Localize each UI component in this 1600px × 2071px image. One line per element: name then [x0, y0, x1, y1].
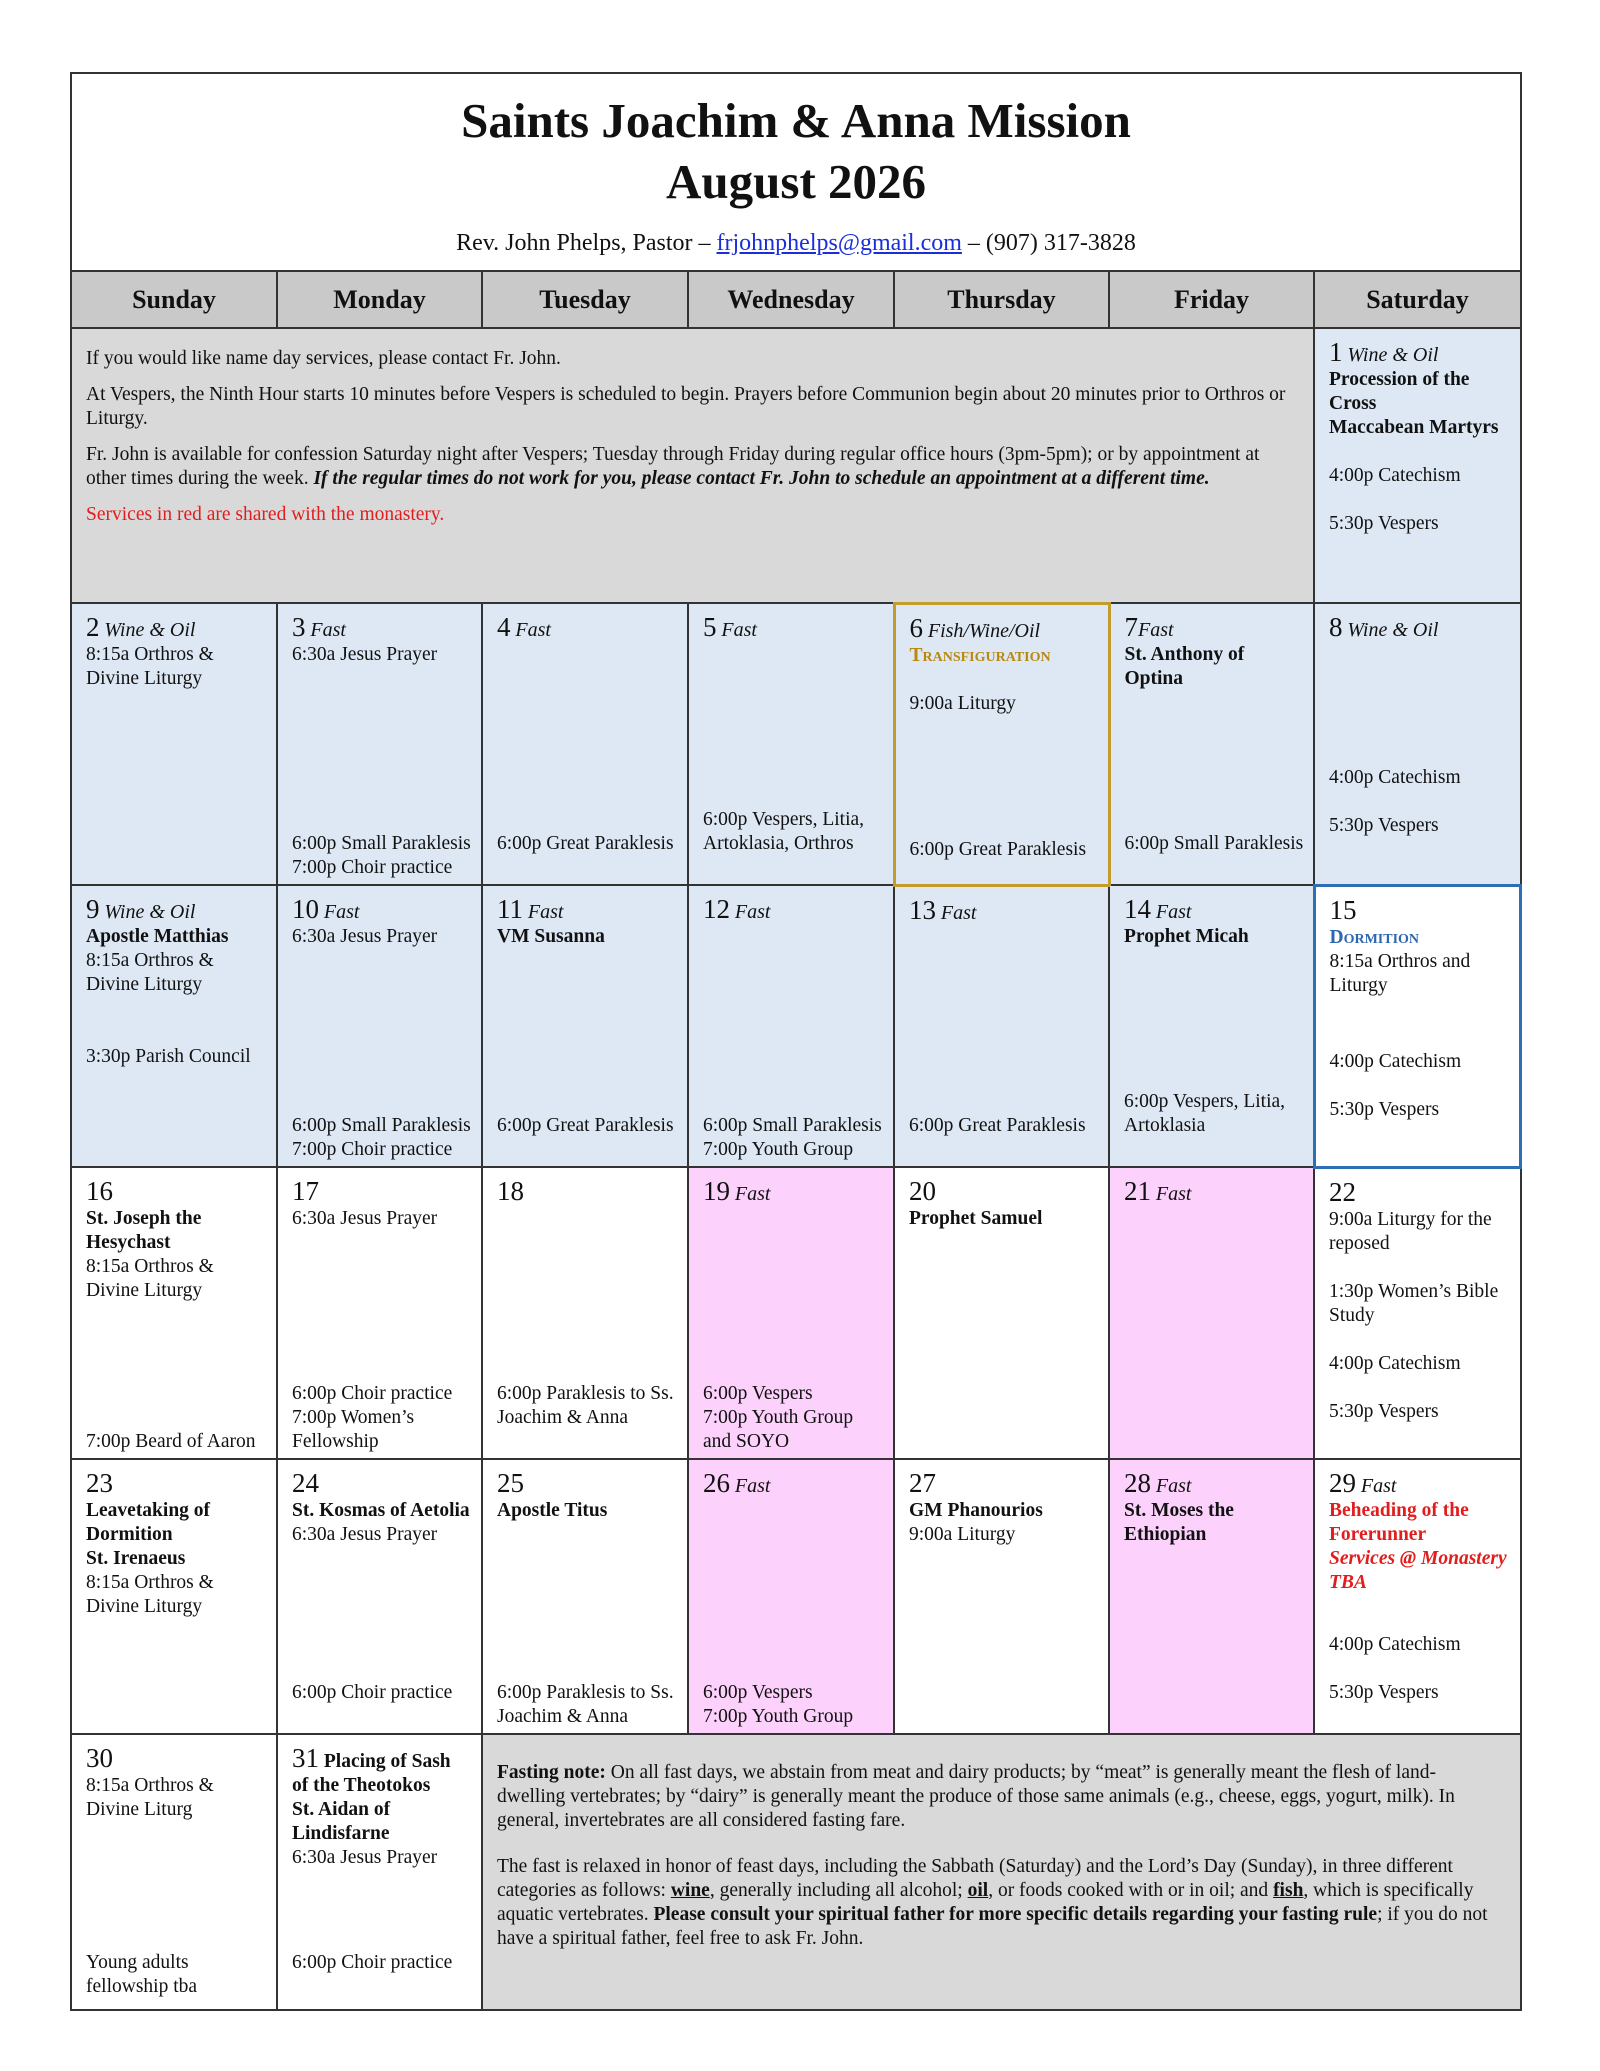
pastor-contact: [72, 230, 1520, 257]
day-cell-31[interactable]: [277, 1734, 482, 2009]
day-number: 29: [1329, 1468, 1356, 1498]
fast-tag: Fast: [515, 619, 551, 641]
day-cell-16[interactable]: [72, 1167, 277, 1459]
day-cell-8[interactable]: [1314, 603, 1520, 885]
day-number: 11: [497, 894, 523, 924]
day-cell-6[interactable]: [894, 603, 1109, 885]
day-number: 12: [703, 894, 730, 924]
service-item: 6:30a Jesus Prayer: [292, 1208, 438, 1229]
feast-name: Apostle Titus: [497, 1500, 608, 1521]
day-cell-13[interactable]: [894, 885, 1109, 1167]
service-item: 5:30p Vespers: [1329, 513, 1439, 534]
day-cell-5[interactable]: [688, 603, 894, 885]
fasting-note-p1: Fasting note: On all fast days, we abstain from meat and dairy products; by “meat” is generally meant the flesh of land-dwelling vertebrates; by “dairy” is generally meant the produce of those same animals (e.g., cheese, eggs, yogurt, milk). In general, invertebrates are all considered fasting fare.: [497, 1762, 1455, 1831]
intro-name-day: If you would like name day services, please contact Fr. John.: [86, 348, 561, 369]
feast-name: GM Phanourios: [909, 1500, 1043, 1521]
service-item: 4:00p Catechism: [1329, 465, 1461, 486]
service-item: 9:00a Liturgy: [909, 1524, 1016, 1545]
calendar-header: [72, 74, 1520, 272]
service-item: 3:30p Parish Council: [86, 1046, 251, 1067]
service-item: 8:15a Orthros & Divine Liturgy: [86, 950, 214, 995]
day-cell-7[interactable]: [1109, 603, 1314, 885]
feast-name: Prophet Micah: [1124, 926, 1249, 947]
fast-tag: Fast: [1155, 901, 1192, 923]
day-cell-26[interactable]: [688, 1459, 894, 1734]
day-number: 18: [497, 1176, 524, 1206]
day-number: 7: [1124, 612, 1138, 642]
service-item: 8:15a Orthros & Divine Liturg: [86, 1775, 214, 1820]
day-cell-9[interactable]: [72, 885, 277, 1167]
intro-confession: Fr. John is available for confession Saturday night after Vespers; Tuesday through Friday during regular office hours (3pm-5pm); or by appointment at other times during the week. If the regular times do not work for you, please contact Fr. John to schedule an appointment at a different time.: [86, 444, 1260, 489]
feast-name: Placing of Sash of the Theotokos: [292, 1751, 451, 1796]
fast-tag: Fast: [734, 1183, 771, 1205]
day-cell-22[interactable]: [1314, 1167, 1520, 1459]
day-number: 1: [1329, 337, 1343, 367]
feast-name: VM Susanna: [497, 926, 605, 947]
day-cell-19[interactable]: [688, 1167, 894, 1459]
service-item: 6:00p Great Paraklesis: [909, 1115, 1086, 1136]
service-item: 6:00p Great Paraklesis: [497, 833, 674, 854]
day-number: 9: [86, 894, 100, 924]
feast-name: Beheading of the Forerunner: [1329, 1500, 1469, 1545]
feast-name: Transfiguration: [909, 644, 1051, 666]
day-cell-28[interactable]: [1109, 1459, 1314, 1734]
fast-tag: Fast: [323, 901, 360, 923]
service-item: 7:00p Women’s Fellowship: [292, 1407, 415, 1452]
day-cell-27[interactable]: [894, 1459, 1109, 1734]
service-item: 5:30p Vespers: [1329, 814, 1439, 836]
day-number: 26: [703, 1468, 730, 1498]
day-number: 8: [1329, 612, 1343, 642]
service-item: 8:15a Orthros & Divine Liturgy: [86, 644, 214, 689]
day-number: 19: [703, 1176, 730, 1206]
service-item: 6:30a Jesus Prayer: [292, 926, 438, 947]
service-item: 6:00p Great Paraklesis: [909, 838, 1087, 860]
service-item: 5:30p Vespers: [1329, 1682, 1439, 1703]
day-number: 13: [909, 894, 936, 925]
feast-name: St. Anthony of Optina: [1124, 644, 1245, 689]
service-item: 6:00p Small Paraklesis: [292, 833, 471, 854]
service-item: 8:15a Orthros & Divine Liturgy: [86, 1256, 214, 1301]
day-cell-11[interactable]: [482, 885, 688, 1167]
service-item: 6:00p Vespers: [703, 1682, 813, 1703]
service-item: 7:00p Choir practice: [292, 857, 453, 878]
day-cell-4[interactable]: [482, 603, 688, 885]
service-item: 5:30p Vespers: [1329, 1098, 1440, 1120]
day-cell-14[interactable]: [1109, 885, 1314, 1167]
day-cell-24[interactable]: [277, 1459, 482, 1734]
weekday-header-row: [72, 272, 1520, 328]
feast-name: St. Joseph the Hesychast: [86, 1208, 202, 1253]
calendar-page: [70, 72, 1522, 2011]
service-item: 5:30p Vespers: [1329, 1400, 1439, 1422]
month-title: August 2026: [665, 154, 927, 209]
fast-tag: Fast: [721, 619, 757, 641]
weekday-friday: Friday: [1109, 272, 1314, 328]
fasting-note-p2: The fast is relaxed in honor of feast days, including the Sabbath (Saturday) and the Lord’s Day (Sunday), in three different categories as follows: wine, generally including all alcohol; oil, or foods cooked with or in oil; and fish, which is specifically aquatic vertebrates. Please consult your spiritual father for more specific details regarding your fasting rule; if you do not have a spiritual father, feel free to ask Fr. John.: [497, 1856, 1488, 1949]
fast-tag: Wine & Oil: [104, 901, 196, 923]
intro-vespers: At Vespers, the Ninth Hour starts 10 minutes before Vespers is scheduled to begin. Prayers before Communion begin about 20 minutes prior to Orthros or Liturgy.: [86, 384, 1286, 429]
feast-name: Prophet Samuel: [909, 1208, 1043, 1229]
day-cell-29[interactable]: [1314, 1459, 1520, 1734]
day-cell-17[interactable]: [277, 1167, 482, 1459]
day-number: 4: [497, 612, 511, 642]
day-cell-30[interactable]: [72, 1734, 277, 2009]
day-number: 16: [86, 1176, 113, 1206]
service-item: 8:15a Orthros and Liturgy: [1329, 950, 1471, 996]
calendar-grid: [72, 272, 1522, 2009]
weekday-thursday: Thursday: [894, 272, 1109, 328]
day-number: 25: [497, 1468, 524, 1498]
day-number: 24: [292, 1468, 319, 1498]
pastor-name: Rev. John Phelps, Pastor –: [456, 230, 717, 256]
fast-tag: Fast: [310, 619, 346, 641]
service-item: 6:00p Small Paraklesis: [292, 1115, 471, 1136]
service-item: 7:00p Beard of Aaron: [86, 1431, 256, 1452]
day-cell-3[interactable]: [277, 603, 482, 885]
fast-tag: Fish/Wine/Oil: [927, 619, 1041, 642]
service-item: 6:00p Vespers: [703, 1383, 813, 1404]
service-item: 7:00p Youth Group: [703, 1139, 854, 1160]
day-cell-20[interactable]: [894, 1167, 1109, 1459]
feast-name: St. Aidan of Lindisfarne: [292, 1799, 391, 1844]
day-number: 3: [292, 612, 306, 642]
service-item: 6:00p Choir practice: [292, 1383, 453, 1404]
service-item: 9:00a Liturgy: [909, 692, 1016, 714]
day-cell-25[interactable]: [482, 1459, 688, 1734]
service-item: 6:30a Jesus Prayer: [292, 1524, 438, 1545]
feast-name: Maccabean Martyrs: [1329, 417, 1499, 438]
day-cell-2[interactable]: [72, 603, 277, 885]
day-number: 20: [909, 1176, 936, 1206]
day-number: 6: [909, 612, 923, 643]
weekday-tuesday: Tuesday: [482, 272, 688, 328]
fast-tag: Fast: [734, 1475, 771, 1497]
service-item: 6:30a Jesus Prayer: [292, 644, 438, 665]
day-number: 22: [1329, 1176, 1356, 1207]
day-number: 27: [909, 1468, 936, 1498]
day-number: 14: [1124, 894, 1151, 924]
day-cell-15[interactable]: [1314, 885, 1520, 1167]
email-link[interactable]: frjohnphelps@gmail.com: [716, 230, 962, 256]
day-cell-21[interactable]: [1109, 1167, 1314, 1459]
day-number: 15: [1329, 894, 1357, 925]
service-item: 4:00p Catechism: [1329, 1634, 1461, 1655]
service-item: 1:30p Women’s Bible Study: [1329, 1280, 1499, 1326]
monastery-note: Services @ Monastery TBA: [1329, 1548, 1507, 1593]
day-cell-10[interactable]: [277, 885, 482, 1167]
fast-tag: Fast: [940, 901, 977, 924]
service-item: 6:00p Small Paraklesis: [1124, 833, 1304, 854]
feast-name: St. Irenaeus: [86, 1548, 186, 1569]
fast-tag: Wine & Oil: [104, 619, 196, 641]
service-item: 6:00p Vespers, Litia, Artoklasia, Orthros: [703, 809, 865, 854]
service-item: 6:00p Paraklesis to Ss. Joachim & Anna: [497, 1682, 674, 1727]
service-item: 8:15a Orthros & Divine Liturgy: [86, 1572, 214, 1617]
service-item: 4:00p Catechism: [1329, 1352, 1461, 1374]
day-number: 2: [86, 612, 100, 642]
fast-tag: Fast: [1138, 619, 1174, 641]
service-item: 6:00p Choir practice: [292, 1682, 453, 1703]
weekday-wednesday: Wednesday: [688, 272, 894, 328]
service-item: 6:30a Jesus Prayer: [292, 1847, 438, 1868]
feast-name: Apostle Matthias: [86, 926, 229, 947]
intro-notes: [72, 328, 1314, 603]
fast-tag: Fast: [734, 901, 771, 923]
service-item: 6:00p Great Paraklesis: [497, 1115, 674, 1136]
pastor-phone: – (907) 317-3828: [961, 230, 1136, 256]
day-number: 17: [292, 1176, 319, 1206]
day-number: 21: [1124, 1176, 1151, 1206]
fast-tag: Fast: [1155, 1183, 1192, 1205]
fasting-note: [482, 1734, 1520, 2009]
day-number: 5: [703, 612, 717, 642]
day-number: 31: [292, 1743, 319, 1773]
feast-name: Leavetaking of Dormition: [86, 1500, 211, 1545]
feast-name: St. Moses the Ethiopian: [1124, 1500, 1234, 1545]
weekday-monday: Monday: [277, 272, 482, 328]
mission-title: Saints Joachim & Anna Mission: [461, 93, 1131, 148]
fast-tag: Fast: [1360, 1475, 1397, 1497]
service-item: 6:00p Vespers, Litia, Artoklasia: [1124, 1091, 1286, 1136]
feast-name: Procession of the Cross: [1329, 369, 1470, 414]
day-cell-12[interactable]: [688, 885, 894, 1167]
service-item: 7:00p Youth Group and SOYO: [703, 1407, 854, 1452]
weekday-sunday: Sunday: [72, 272, 277, 328]
day-number: 23: [86, 1468, 113, 1498]
day-number: 10: [292, 894, 319, 924]
service-item: 9:00a Liturgy for the reposed: [1329, 1208, 1492, 1254]
day-cell-18[interactable]: [482, 1167, 688, 1459]
service-item: 4:00p Catechism: [1329, 766, 1461, 788]
day-number: 28: [1124, 1468, 1151, 1498]
weekday-saturday: Saturday: [1314, 272, 1520, 328]
fast-tag: Fast: [1155, 1475, 1192, 1497]
feast-name: St. Kosmas of Aetolia: [292, 1500, 470, 1521]
service-item: 7:00p Youth Group: [703, 1706, 854, 1727]
day-cell-23[interactable]: [72, 1459, 277, 1734]
day-number: 30: [86, 1743, 113, 1773]
service-item: 6:00p Choir practice: [292, 1952, 453, 1973]
service-item: 4:00p Catechism: [1329, 1050, 1462, 1072]
fast-tag: Wine & Oil: [1347, 619, 1439, 641]
intro-monastery: Services in red are shared with the monastery.: [86, 504, 445, 525]
service-item: Young adults fellowship tba: [86, 1952, 198, 1997]
fast-tag: Wine & Oil: [1347, 344, 1439, 366]
fast-tag: Fast: [527, 901, 564, 923]
feast-name: Dormition: [1329, 926, 1420, 948]
service-item: 6:00p Small Paraklesis: [703, 1115, 882, 1136]
day-cell-1[interactable]: [1314, 328, 1520, 603]
service-item: 7:00p Choir practice: [292, 1139, 453, 1160]
service-item: 6:00p Paraklesis to Ss. Joachim & Anna: [497, 1383, 674, 1428]
